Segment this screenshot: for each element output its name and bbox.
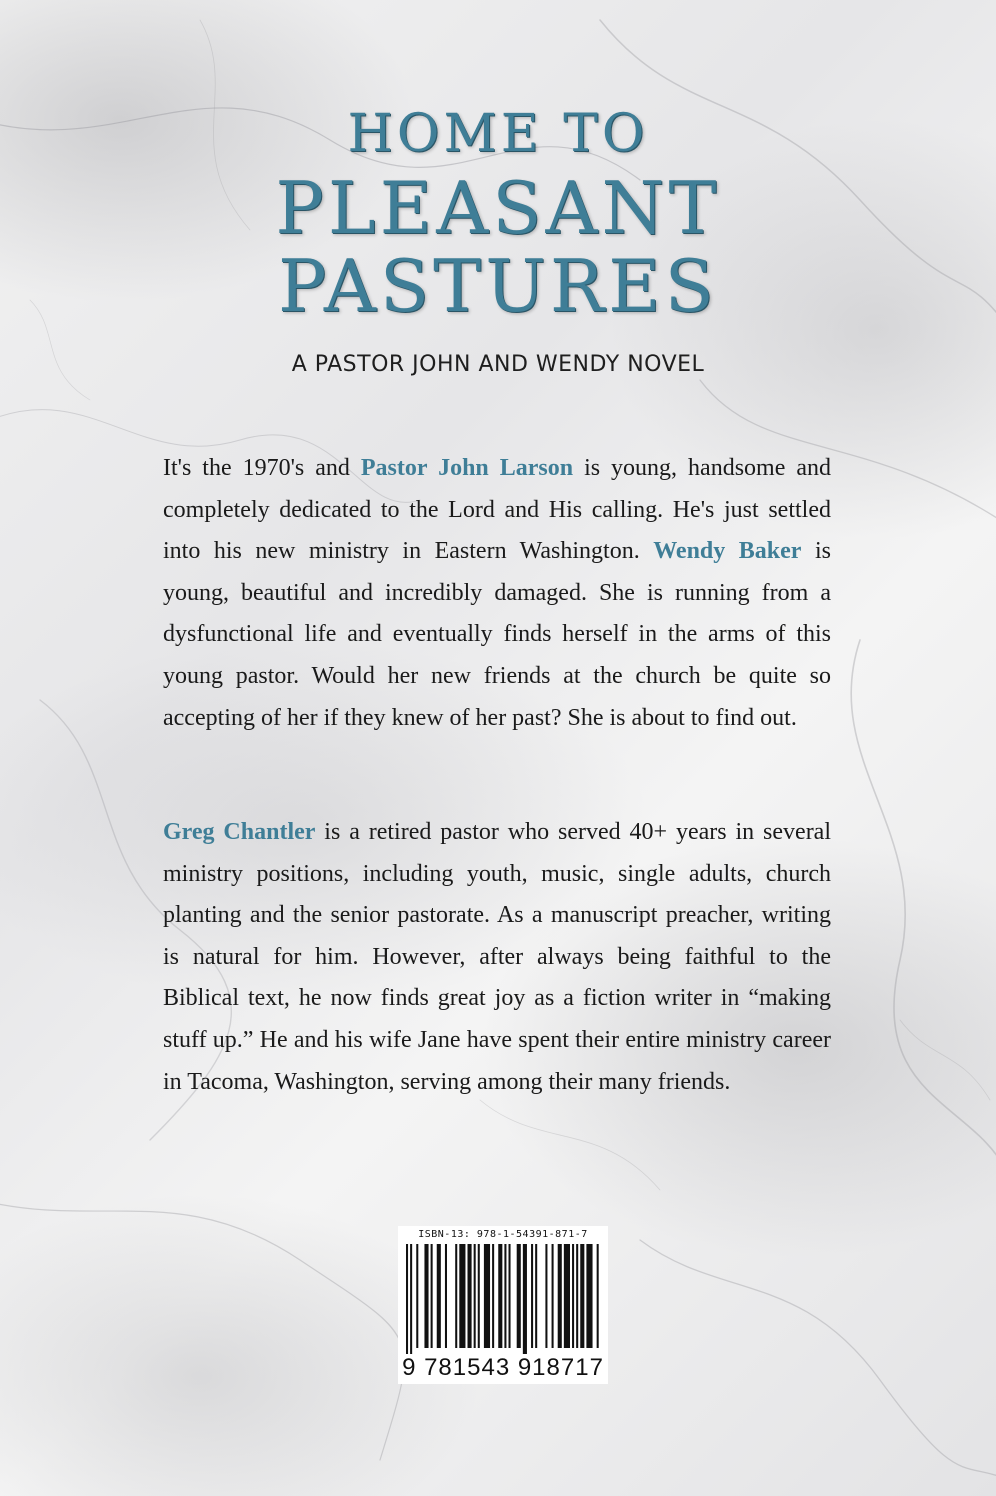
author-bio-paragraph: [163, 812, 831, 1103]
barcode-bar: [416, 1244, 418, 1348]
isbn-barcode: [398, 1226, 608, 1384]
barcode-bar: [410, 1244, 412, 1354]
barcode-bar: [468, 1244, 472, 1348]
barcode-bar: [455, 1244, 457, 1348]
author-name: Greg Chantler: [163, 819, 316, 845]
title-line-3: PASTURES: [278, 244, 718, 328]
barcode-bar: [545, 1244, 547, 1348]
barcode-bar: [504, 1244, 506, 1348]
barcode-bar: [437, 1244, 441, 1348]
barcode-bar: [572, 1244, 574, 1348]
book-title: [0, 104, 996, 328]
barcode-bar: [597, 1244, 599, 1348]
synopsis-text-c: is young, beautiful and incredibly damaged. She is running from a dysfunctional life and eventually finds herself in the arms of this young pastor. Would her new friends at the church be quite so accepting of her if they knew of her past? She is about to find out.: [163, 538, 831, 731]
barcode-bar: [509, 1244, 511, 1348]
barcode-bar: [445, 1244, 447, 1348]
barcode-bar: [531, 1244, 533, 1348]
isbn-label: ISBN-13: 978-1-54391-871-7: [418, 1229, 588, 1240]
barcode-bar: [535, 1244, 537, 1348]
title-line-1: HOME TO: [347, 104, 649, 164]
barcode-bar: [558, 1244, 562, 1348]
barcode-bar: [406, 1244, 408, 1354]
synopsis-text-a: It's the 1970's and: [163, 455, 361, 481]
author-bio-text: is a retired pastor who served 40+ years in several ministry positions, including youth, music, single adults, church planting and the senior pastorate. As a manuscript preacher, writing is natural for him. However, after always being faithful to the Biblical text, he now finds great joy as a fiction writer in “making stuff up.” He and his wife Jane have spent their entire ministry career in Tacoma, Washington, serving among their many friends.: [163, 819, 832, 1095]
book-subtitle: A PASTOR JOHN AND WENDY NOVEL: [291, 352, 705, 377]
barcode-bar: [484, 1244, 490, 1348]
barcode-bar: [576, 1244, 578, 1348]
barcode-bar: [517, 1244, 521, 1348]
barcode-bar: [424, 1244, 428, 1348]
barcode-bar: [459, 1244, 465, 1348]
barcode-bar: [564, 1244, 570, 1348]
barcode-bar: [474, 1244, 476, 1348]
barcode-bars: [404, 1244, 602, 1354]
barcode-bar: [498, 1244, 502, 1348]
barcode-bar: [492, 1244, 494, 1348]
synopsis-text-b: is young, handsome and completely dedicated to the Lord and His calling. He's just settled into his new ministry in Eastern Washington.: [163, 455, 831, 565]
barcode-bar: [586, 1244, 592, 1348]
synopsis-paragraph: [163, 448, 831, 739]
barcode-bar: [580, 1244, 584, 1348]
barcode-bar: [552, 1244, 554, 1348]
barcode-bar: [523, 1244, 527, 1354]
character-name-john: Pastor John Larson: [360, 455, 574, 481]
barcode-digits: 9 781543 918717: [402, 1354, 604, 1381]
barcode-bar: [478, 1244, 480, 1348]
character-name-wendy: Wendy Baker: [653, 538, 802, 565]
title-line-2: PLEASANT: [275, 166, 721, 250]
barcode-bar: [431, 1244, 433, 1348]
